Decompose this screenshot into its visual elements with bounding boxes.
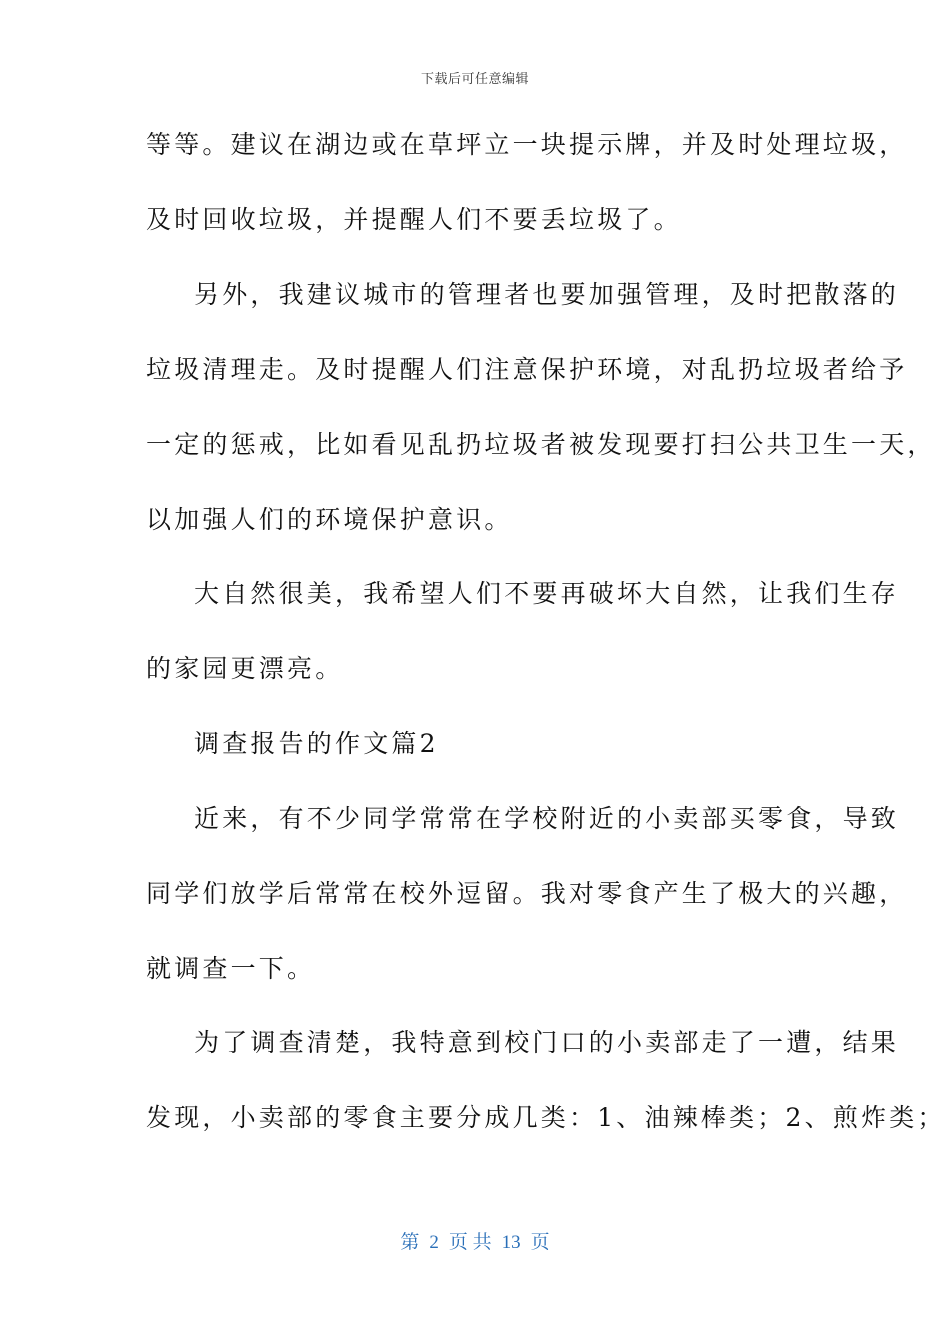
header-note: 下载后可任意编辑 <box>420 72 529 87</box>
text-line: 等等。建议在湖边或在草坪立一块提示牌，并及时处理垃圾， <box>146 130 908 159</box>
footer-prefix: 第 <box>400 1232 420 1253</box>
text-line: 就调查一下。 <box>146 954 316 983</box>
section-heading: 调查报告的作文篇2 <box>194 729 439 758</box>
text-line: 的家园更漂亮。 <box>146 654 344 683</box>
footer-middle: 页 共 <box>448 1232 492 1253</box>
paragraph-start-line: 近来，有不少同学常常在学校附近的小卖部买零食，导致 <box>194 804 900 833</box>
paragraph-start-line: 大自然很美，我希望人们不要再破坏大自然，让我们生存 <box>194 579 900 608</box>
paragraph-start-line: 另外，我建议城市的管理者也要加强管理，及时把散落的 <box>194 280 900 309</box>
footer-suffix: 页 <box>530 1232 550 1253</box>
text-line: 垃圾清理走。及时提醒人们注意保护环境，对乱扔垃圾者给予 <box>146 355 908 384</box>
text-line: 以加强人们的环境保护意识。 <box>146 505 513 534</box>
text-line: 及时回收垃圾，并提醒人们不要丢垃圾了。 <box>146 205 682 234</box>
text-line: 同学们放学后常常在校外逗留。我对零食产生了极大的兴趣， <box>146 879 908 908</box>
paragraph-start-line: 为了调查清楚，我特意到校门口的小卖部走了一遭，结果 <box>194 1028 900 1057</box>
page-footer <box>0 1227 950 1254</box>
footer-current-page: 2 <box>429 1232 439 1253</box>
text-line: 一定的惩戒，比如看见乱扔垃圾者被发现要打扫公共卫生一天， <box>146 430 936 459</box>
footer-total-pages: 13 <box>501 1232 521 1253</box>
text-line: 发现，小卖部的零食主要分成几类：1、油辣棒类；2、煎炸类； <box>146 1103 946 1132</box>
